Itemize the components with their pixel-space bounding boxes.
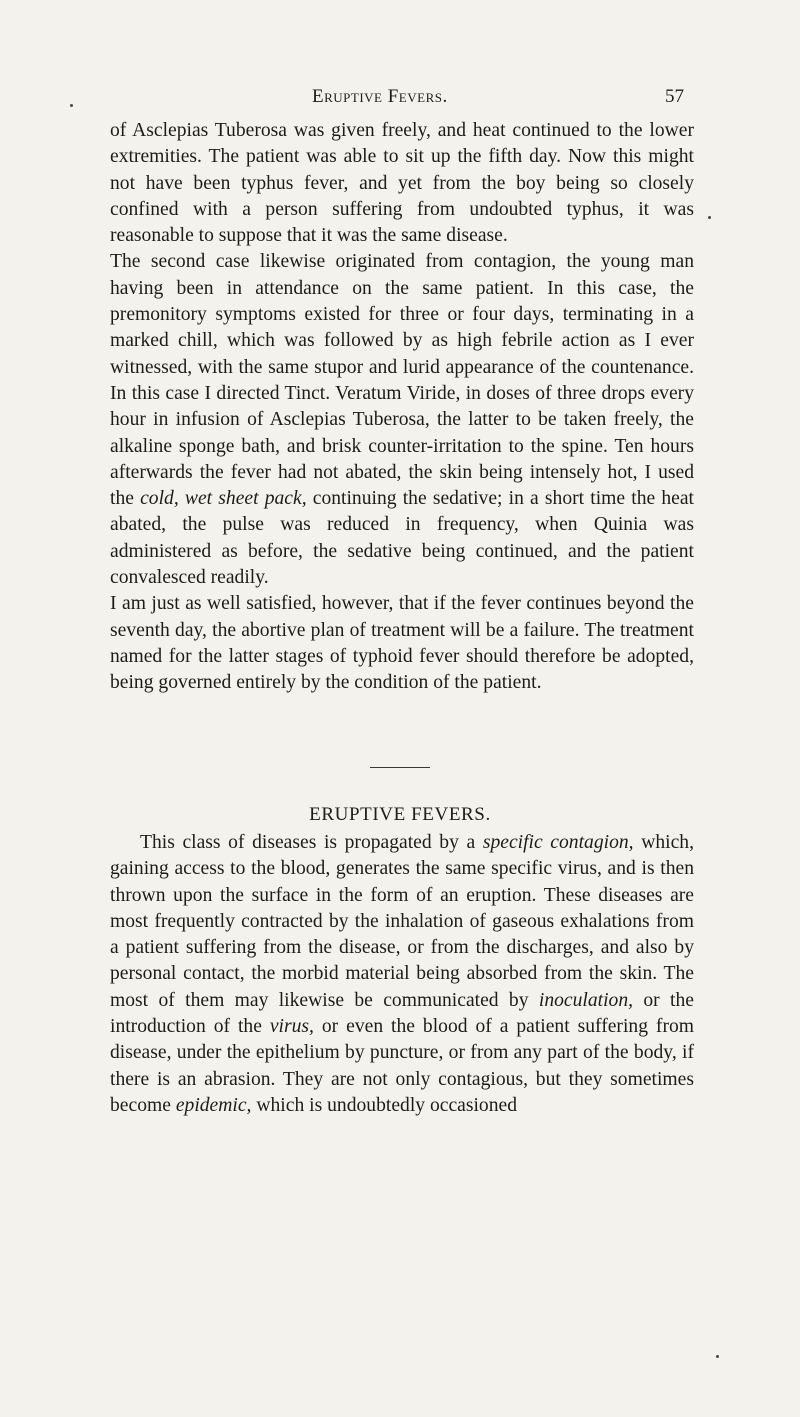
section-heading: ERUPTIVE FEVERS. <box>309 804 491 825</box>
italic-phrase: inoculation, <box>538 989 634 1011</box>
italic-phrase: epidemic, <box>175 1094 252 1116</box>
margin-speck <box>708 216 711 219</box>
text-run: The second case likewise originated from contagion, the young man having been in attendance on the same patient. In this case, the premonitory symptoms existed for three or four days, terminating in a marked chill, which was followed by as high febrile action as I ever witnessed, with the same stupor and lurid appearance of the countenance. In this case I directed Tinct. Veratum Viride, in doses of three drops every hour in infusion of Asclepias Tuberosa, the latter to be taken freely, the alkaline sponge bath, and brisk counter-irritation to the spine. Ten hours afterwards the fever had not abated, the skin being intensely hot, I used the <box>110 251 694 510</box>
text-run: of Asclepias Tuberosa was given freely, and heat continued to the lower extremities. The patient was able to sit up the fifth day. Now this might not have been typhus fever, and yet from the boy being so closely confined with a person suffering from undoubted typhus, it was reasonable to suppose that it was the same disease. <box>110 120 694 247</box>
paragraph <box>110 249 694 591</box>
section-text <box>110 830 694 1119</box>
text-run: continuing the sedative; in a short time the heat abated, the pulse was reduced in frequency, when Quinia was administered as before, the sedative being continued, and the patient convalesced readily. <box>110 488 694 589</box>
italic-phrase: specific contagion, <box>482 832 634 853</box>
text-run: which is undoubtedly occasioned <box>251 1094 518 1116</box>
paragraph <box>110 830 694 1119</box>
italic-phrase: cold, wet sheet pack, <box>140 488 307 510</box>
text-run: I am just as well satisfied, however, that if the fever continues beyond the seventh day, the abortive plan of treatment will be a failure. The treatment named for the latter stages of typhoid fever should therefore be adopted, being governed entirely by the condition of the patient. <box>110 593 694 694</box>
text-run: This class of diseases is propagated by a <box>140 832 483 853</box>
margin-speck <box>716 1355 719 1358</box>
section-divider-rule <box>370 767 430 768</box>
text-run: or even the blood of a patient suffering from disease, under the epithelium by puncture, or from any part of the body, if there is an abrasion. They are not only contagious, but they sometimes become <box>110 1016 695 1116</box>
page-number: 57 <box>665 86 684 107</box>
margin-speck <box>70 104 73 107</box>
running-head <box>0 86 800 112</box>
italic-phrase: virus, <box>269 1016 314 1038</box>
running-title: Eruptive Fevers. <box>312 86 448 107</box>
paragraph <box>110 591 694 696</box>
text-run: or the introduction of the <box>110 989 694 1038</box>
body-text <box>110 118 694 697</box>
text-run: which, gaining access to the blood, generates the same specific virus, and is then thrown upon the surface in the form of an eruption. These diseases are most frequently contracted by the inhalation of gaseous exhalations from a patient suffering from the disease, or from the discharges, and also by personal contact, the morbid material being absorbed from the skin. The most of them may likewise be communicated by <box>110 832 694 1011</box>
paragraph <box>110 118 694 249</box>
